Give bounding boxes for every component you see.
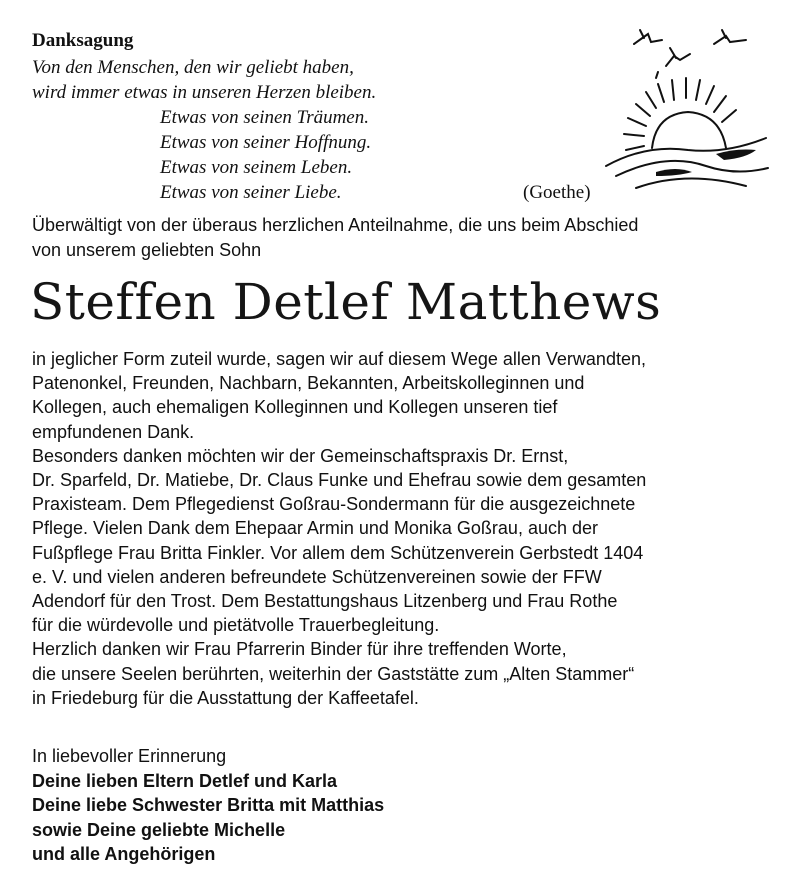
poem-line: Von den Menschen, den wir geliebt haben, bbox=[32, 57, 354, 78]
notice-heading: Danksagung bbox=[32, 30, 134, 51]
poem-line: wird immer etwas in unseren Herzen bleiben. bbox=[32, 82, 377, 103]
body-line: für die würdevolle und pietätvolle Trauerbegleitung. bbox=[32, 615, 440, 636]
poem-attribution: (Goethe) bbox=[523, 182, 591, 203]
body-line: Adendorf für den Trost. Dem Bestattungshaus Litzenberg und Frau Rothe bbox=[32, 591, 618, 612]
sunset-birds-icon bbox=[596, 26, 776, 196]
intro-line: von unserem geliebten Sohn bbox=[32, 240, 262, 260]
signature-line: Deine liebe Schwester Britta mit Matthias bbox=[32, 795, 385, 815]
body-line: in Friedeburg für die Ausstattung der Kaffeetafel. bbox=[32, 687, 419, 708]
body-line: Dr. Sparfeld, Dr. Matiebe, Dr. Claus Funke und Ehefrau sowie dem gesamten bbox=[32, 470, 647, 491]
thanks-body bbox=[32, 347, 792, 710]
body-line: Praxisteam. Dem Pflegedienst Goßrau-Sondermann für die ausgezeichnete bbox=[32, 494, 636, 515]
deceased-name: Steffen Detlef Matthews bbox=[30, 273, 662, 331]
body-line: empfundenen Dank. bbox=[32, 421, 195, 442]
intro-text bbox=[32, 213, 792, 263]
poem-line: Etwas von seinen Träumen. bbox=[160, 107, 369, 128]
poem-line: Etwas von seiner Liebe. bbox=[160, 182, 342, 203]
body-line: Besonders danken möchten wir der Gemeinschaftspraxis Dr. Ernst, bbox=[32, 445, 569, 466]
poem-line: Etwas von seinem Leben. bbox=[160, 157, 353, 178]
body-line: Kollegen, auch ehemaligen Kolleginnen und Kollegen unseren tief bbox=[32, 397, 558, 418]
intro-line: Überwältigt von der überaus herzlichen Anteilnahme, die uns beim Abschied bbox=[32, 215, 639, 235]
body-line: Herzlich danken wir Frau Pfarrerin Binder für ihre treffenden Worte, bbox=[32, 639, 567, 660]
signature-line: und alle Angehörigen bbox=[32, 844, 216, 864]
body-line: Pflege. Vielen Dank dem Ehepaar Armin und Monika Goßrau, auch der bbox=[32, 518, 598, 539]
closing bbox=[32, 744, 792, 867]
signature-line: sowie Deine geliebte Michelle bbox=[32, 819, 286, 840]
body-line: in jeglicher Form zuteil wurde, sagen wir auf diesem Wege allen Verwandten, bbox=[32, 349, 646, 369]
poem bbox=[32, 55, 652, 205]
body-line: Fußpflege Frau Britta Finkler. Vor allem dem Schützenverein Gerbstedt 1404 bbox=[32, 542, 644, 563]
body-line: e. V. und vielen anderen befreundete Schützenvereinen sowie der FFW bbox=[32, 566, 602, 587]
signature-line: Deine lieben Eltern Detlef und Karla bbox=[32, 770, 338, 791]
body-line: Patenonkel, Freunden, Nachbarn, Bekannten, Arbeitskolleginnen und bbox=[32, 373, 585, 394]
closing-intro: In liebevoller Erinnerung bbox=[32, 746, 227, 766]
body-line: die unsere Seelen berührten, weiterhin der Gaststätte zum „Alten Stammer“ bbox=[32, 663, 635, 684]
poem-line: Etwas von seiner Hoffnung. bbox=[160, 132, 372, 153]
